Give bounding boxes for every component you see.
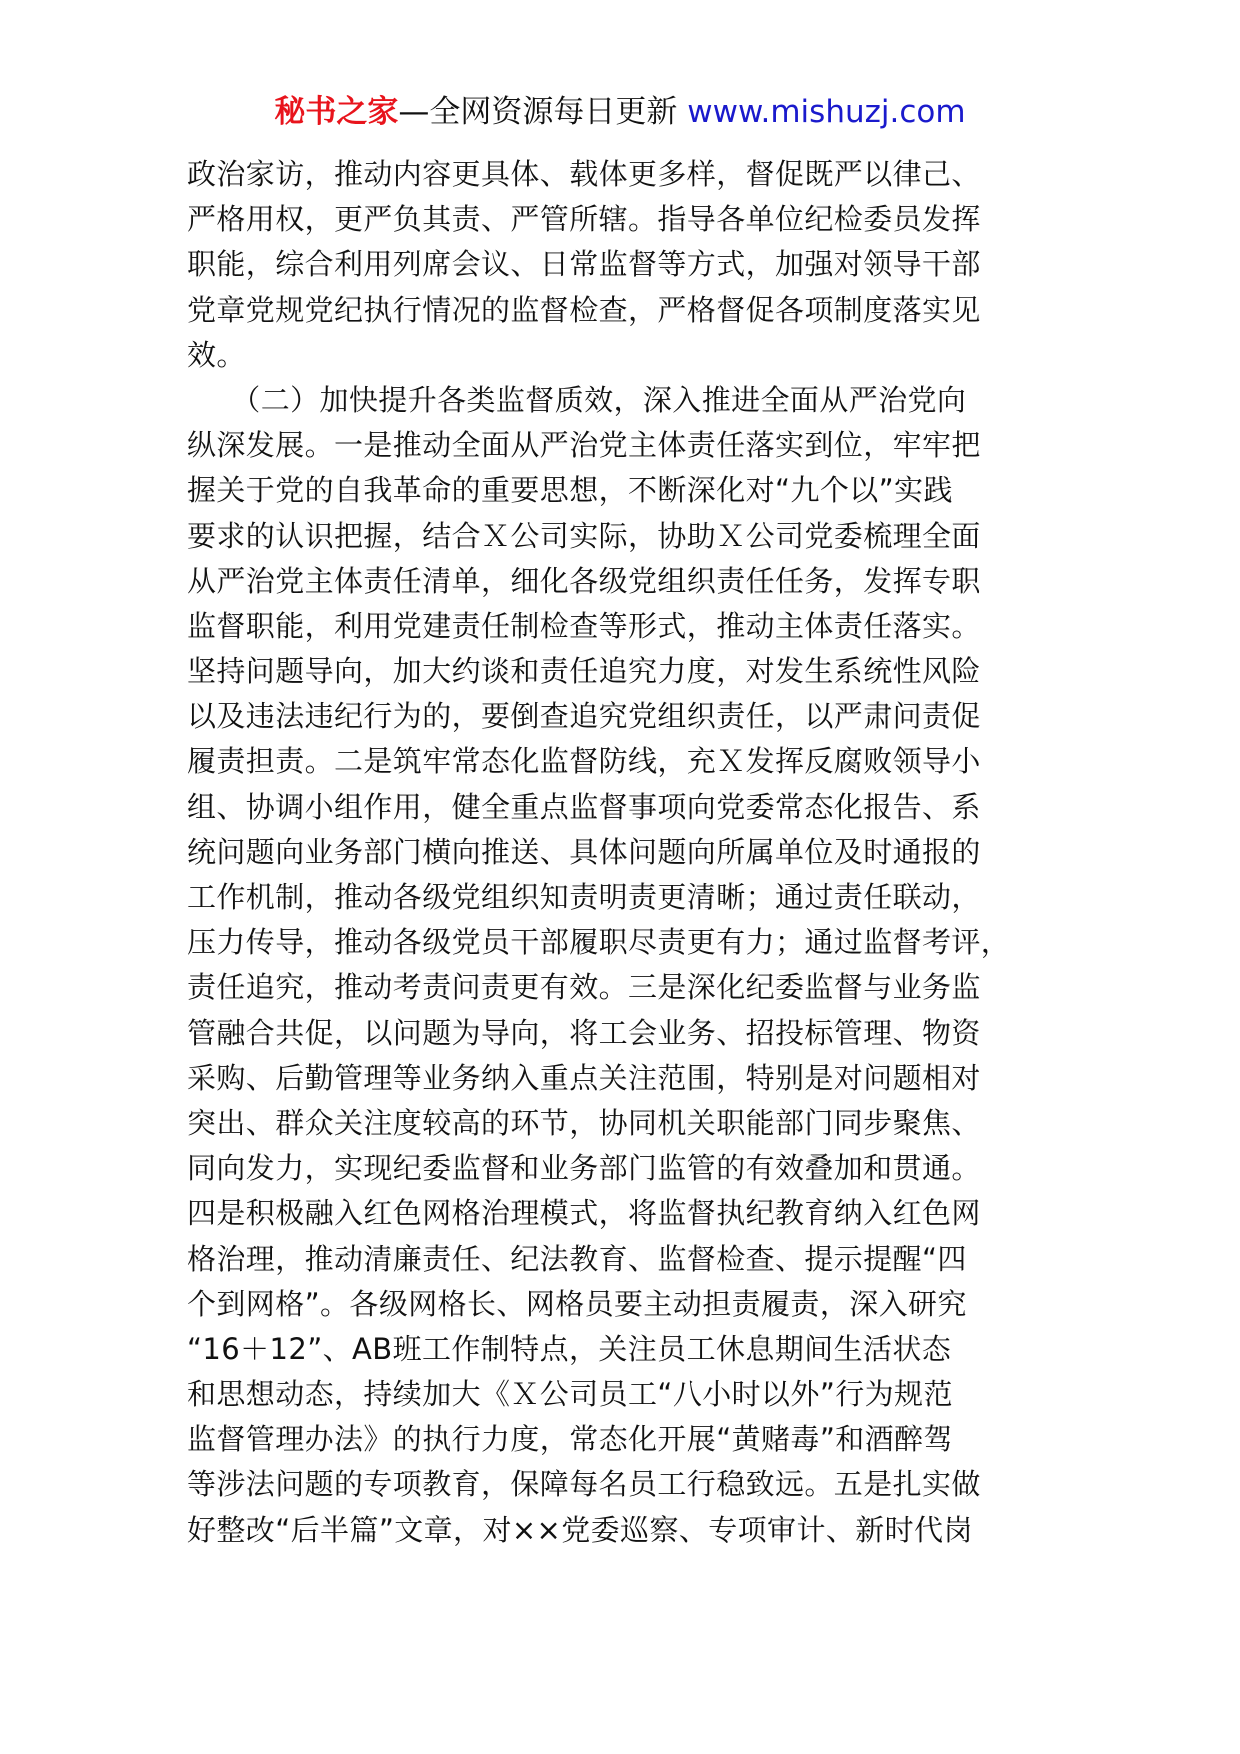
- text-line: 同向发力，实现纪委监督和业务部门监管的有效叠加和贯通。: [187, 1151, 981, 1186]
- text-line: 党章党规党纪执行情况的监督检查，严格督促各项制度落实见: [187, 292, 981, 327]
- text-line: 监督职能，利用党建责任制检查等形式，推动主体责任落实。: [187, 608, 981, 643]
- text-line: 组、协调小组作用，健全重点监督事项向党委常态化报告、系: [187, 789, 981, 824]
- text-line: “16＋12”、AB班工作制特点，关注员工休息期间生活状态: [187, 1331, 952, 1366]
- text-line: 采购、后勤管理等业务纳入重点关注范围，特别是对问题相对: [187, 1060, 981, 1095]
- text-line: 履责担责。二是筑牢常态化监督防线，充Ｘ发挥反腐败领导小: [187, 744, 981, 779]
- text-line: 个到网格”。各级网格长、网格员要主动担责履责，深入研究: [187, 1286, 967, 1321]
- text-line: 坚持问题导向，加大约谈和责任追究力度，对发生系统性风险: [187, 654, 981, 689]
- text-line: 和思想动态，持续加大《Ｘ公司员工“八小时以外”行为规范: [187, 1377, 953, 1412]
- header-tagline: —全网资源每日更新: [398, 94, 678, 130]
- text-line: 从严治党主体责任清单，细化各级党组织责任任务，发挥专职: [187, 563, 981, 598]
- text-line: 管融合共促，以问题为导向，将工会业务、招投标管理、物资: [187, 1015, 981, 1050]
- text-line: （二）加快提升各类监督质效，深入推进全面从严治党向: [187, 382, 967, 417]
- header-url-link[interactable]: www.mishuzj.com: [687, 94, 966, 130]
- text-line: 统问题向业务部门横向推送、具体问题向所属单位及时通报的: [187, 834, 981, 869]
- text-line: 压力传导，推动各级党员干部履职尽责更有力；通过监督考评，: [187, 925, 1011, 960]
- text-line: 等涉法问题的专项教育，保障每名员工行稳致远。五是扎实做: [187, 1467, 981, 1502]
- page-header: [0, 92, 1240, 132]
- text-line: 工作机制，推动各级党组织知责明责更清晰；通过责任联动，: [187, 880, 981, 914]
- document-body: [187, 152, 1067, 1553]
- text-line: 责任追究，推动考责问责更有效。三是深化纪委监督与业务监: [187, 970, 981, 1005]
- text-line: 要求的认识把握，结合Ｘ公司实际，协助Ｘ公司党委梳理全面: [187, 518, 981, 553]
- text-line: 突出、群众关注度较高的环节，协同机关职能部门同步聚焦、: [187, 1105, 981, 1140]
- text-line: 以及违法违纪行为的，要倒查追究党组织责任，以严肃问责促: [187, 699, 981, 734]
- text-line: 监督管理办法》的执行力度，常态化开展“黄赌毒”和酒醉驾: [187, 1422, 953, 1457]
- text-line: 纵深发展。一是推动全面从严治党主体责任落实到位，牢牢把: [187, 428, 981, 463]
- text-line: 四是积极融入红色网格治理模式，将监督执纪教育纳入红色网: [187, 1196, 981, 1231]
- text-line: 政治家访，推动内容更具体、载体更多样，督促既严以律己、: [187, 157, 981, 191]
- text-line: 严格用权，更严负其责、严管所辖。指导各单位纪检委员发挥: [187, 202, 981, 237]
- text-line: 职能，综合利用列席会议、日常监督等方式，加强对领导干部: [187, 247, 981, 282]
- text-line: 握关于党的自我革命的重要思想，不断深化对“九个以”实践: [187, 473, 953, 508]
- text-line: 格治理，推动清廉责任、纪法教育、监督检查、提示提醒“四: [187, 1241, 967, 1276]
- text-line: 好整改“后半篇”文章，对××党委巡察、专项审计、新时代岗: [187, 1512, 973, 1547]
- text-line: 效。: [187, 337, 246, 372]
- brand-name: 秘书之家: [274, 94, 399, 130]
